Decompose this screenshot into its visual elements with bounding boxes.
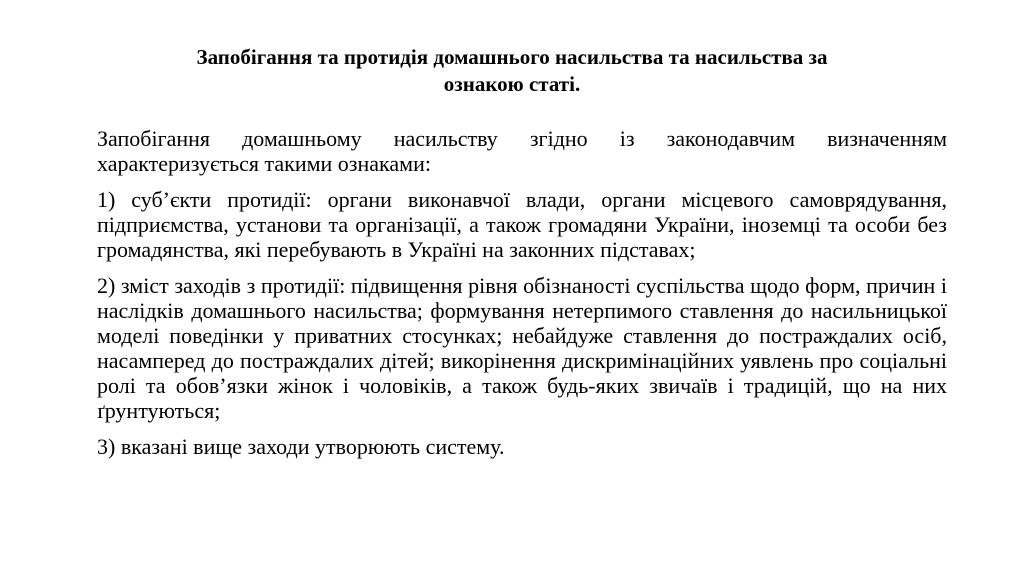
slide-title-line-2: ознакою статі. xyxy=(443,72,581,96)
slide-title xyxy=(100,44,924,98)
slide-title-line-1: Запобігання та протидія домашнього насильства та насильства за xyxy=(196,45,828,69)
paragraph-measures: 2) зміст заходів з протидії: підвищення рівня обізнаності суспільства щодо форм, причин і наслідків домашнього насильства; формування нетерпимого ставлення до насильницької моделі поведінки у приватних стосунках; небайдуже ставлення до постраждалих осіб, насамперед до постраждалих дітей; викорінення дискримінаційних уявлень про соціальні ролі та обов’язки жінок і чоловіків, а також будь-яких звичаїв і традицій, що на них ґрунтуються; xyxy=(97,273,947,423)
paragraph-system: 3) вказані вище заходи утворюють систему. xyxy=(97,434,505,459)
slide-body xyxy=(97,126,947,459)
paragraph-subjects: 1) суб’єкти протидії: органи виконавчої влади, органи місцевого самоврядування, підприємства, установи та організації, а також громадяни України, іноземці та особи без громадянства, які перебувають в Україні на законних підставах; xyxy=(97,187,947,262)
paragraph-intro: Запобігання домашньому насильству згідно із законодавчим визначенням характеризується такими ознаками: xyxy=(97,126,947,176)
